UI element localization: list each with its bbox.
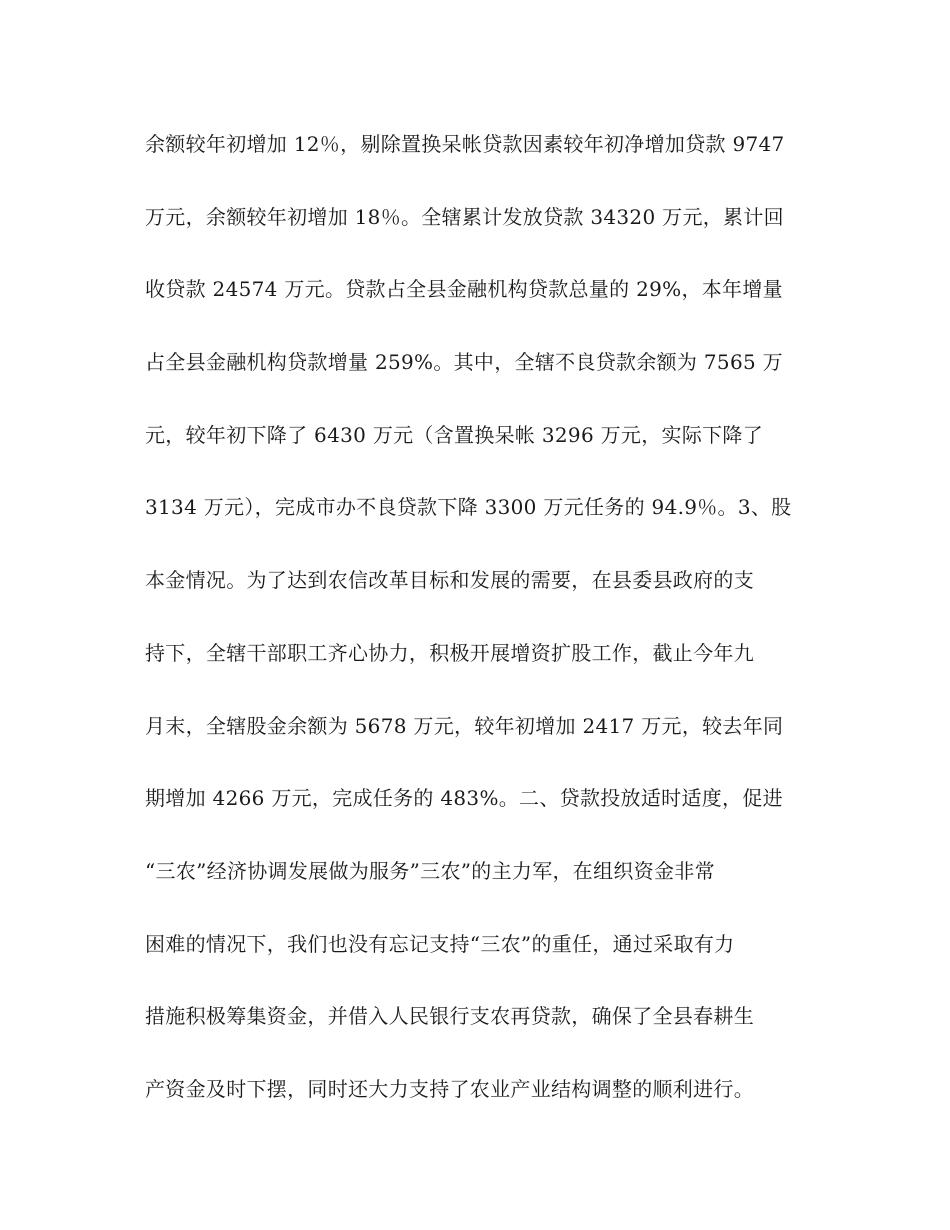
- body-text: [145, 124, 825, 1142]
- text-line: 困难的情况下，我们也没有忘记支持“三农”的重任，通过采取有力: [145, 931, 735, 956]
- text-line: 元，较年初下降了 6430 万元（含置换呆帐 3296 万元，实际下降了: [145, 422, 764, 447]
- text-line: 收贷款 24574 万元。贷款占全县金融机构贷款总量的 29%，本年增量: [145, 277, 783, 302]
- text-line: 占全县金融机构贷款增量 259%。其中，全辖不良贷款余额为 7565 万: [145, 350, 783, 375]
- text-line: 持下，全辖干部职工齐心协力，积极开展增资扩股工作，截止今年九: [145, 640, 754, 665]
- text-line: 期增加 4266 万元，完成任务的 483%。二、贷款投放适时适度，促进: [145, 786, 783, 811]
- text-line: 措施积极筹集资金，并借入人民银行支农再贷款，确保了全县春耕生: [145, 1004, 754, 1029]
- text-line: 3134 万元），完成市办不良贷款下降 3300 万元任务的 94.9％。3、股: [145, 495, 792, 520]
- text-line: 产资金及时下摆，同时还大力支持了农业产业结构调整的顺利进行。: [145, 1076, 754, 1101]
- text-line: 本金情况。为了达到农信改革目标和发展的需要，在县委县政府的支: [145, 568, 754, 593]
- text-line: 万元，余额较年初增加 18％。全辖累计发放贷款 34320 万元，累计回: [145, 204, 784, 229]
- text-line: 余额较年初增加 12％，剔除置换呆帐贷款因素较年初净增加贷款 9747: [145, 132, 785, 156]
- text-line: 月末，全辖股金余额为 5678 万元，较年初增加 2417 万元，较去年同: [145, 713, 784, 738]
- text-line: “三农”经济协调发展做为服务”三农”的主力军，在组织资金非常: [145, 858, 715, 883]
